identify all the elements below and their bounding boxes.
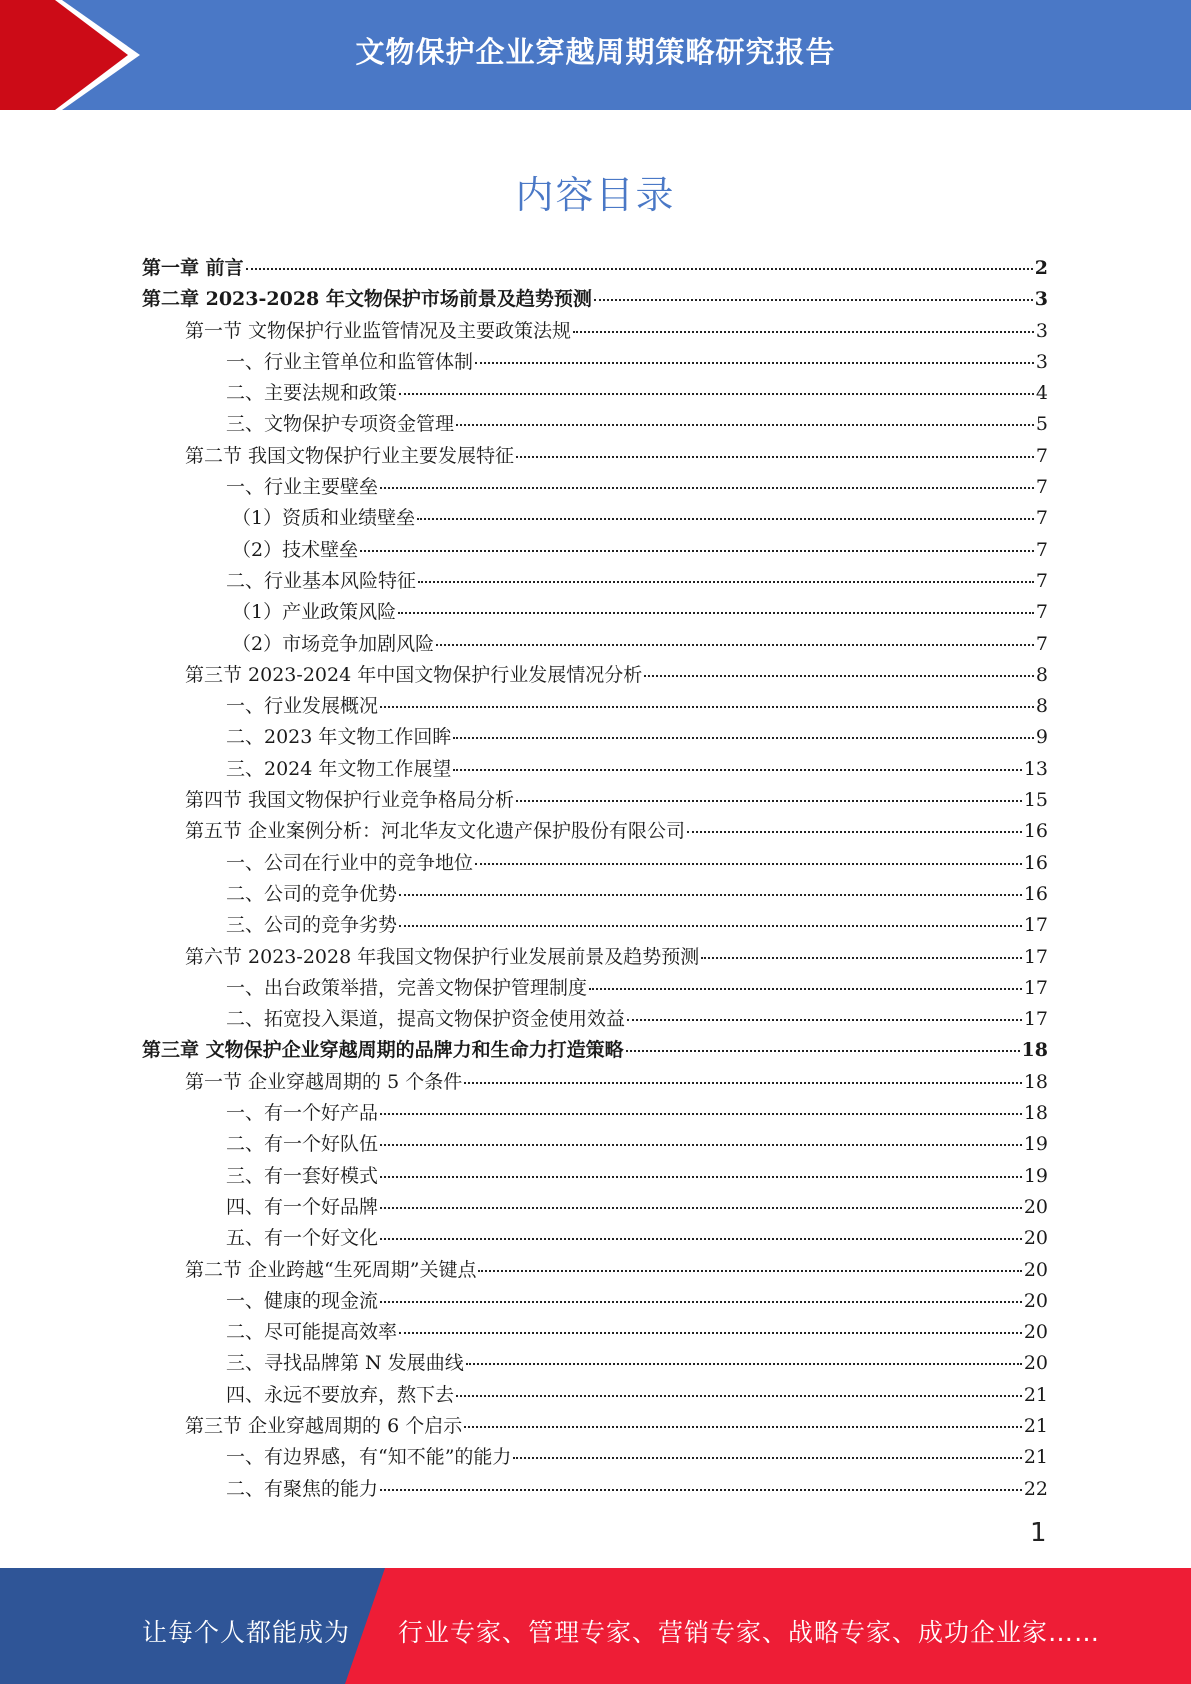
toc-dot-leader (380, 1205, 1022, 1209)
toc-entry-title: 二、拓宽投入渠道，提高文物保护资金使用效益 (226, 1008, 626, 1031)
toc-entry-page: 2 (1034, 257, 1048, 279)
toc-entry-title: 三、寻找品牌第 N 发展曲线 (226, 1352, 464, 1375)
toc-entry-page: 21 (1023, 1383, 1048, 1406)
toc-entry-title: 一、行业主管单位和监管体制 (226, 350, 474, 373)
toc-entry-title: 第二章 2023-2028 年文物保护市场前景及趋势预测 (142, 288, 592, 311)
table-of-contents (142, 253, 1048, 1505)
toc-dot-leader (380, 1111, 1022, 1115)
toc-entry[interactable] (142, 1223, 1048, 1254)
toc-entry[interactable] (142, 1161, 1048, 1192)
toc-dot-leader (701, 955, 1022, 959)
toc-entry-page: 18 (1023, 1102, 1048, 1125)
toc-dot-leader (453, 735, 1034, 739)
toc-dot-leader (380, 485, 1034, 489)
toc-entry-title: 第三节 2023-2024 年中国文物保护行业发展情况分析 (185, 663, 643, 686)
toc-entry[interactable] (142, 1474, 1048, 1505)
toc-entry-page: 16 (1023, 882, 1048, 905)
toc-entry-title: 二、有一个好队伍 (226, 1133, 379, 1156)
report-title: 文物保护企业穿越周期策略研究报告 (355, 34, 836, 69)
toc-title: 内容目录 (515, 173, 676, 217)
toc-dot-leader (380, 1142, 1022, 1146)
toc-dot-leader (687, 829, 1022, 833)
toc-entry-title: 第一节 企业穿越周期的 5 个条件 (185, 1070, 463, 1093)
toc-entry-title: 一、有一个好产品 (226, 1102, 379, 1125)
toc-entry[interactable] (142, 942, 1048, 973)
toc-entry-page: 7 (1035, 569, 1048, 592)
toc-entry-page: 7 (1035, 444, 1048, 467)
toc-entry[interactable] (142, 1129, 1048, 1160)
toc-entry-page: 20 (1023, 1227, 1048, 1250)
toc-dot-leader (626, 1048, 1020, 1052)
toc-entry-page: 16 (1023, 851, 1048, 874)
toc-entry-page: 7 (1035, 476, 1048, 499)
page-number: 1 (1030, 1518, 1047, 1548)
toc-entry[interactable] (142, 441, 1048, 472)
toc-entry-page: 18 (1023, 1070, 1048, 1093)
toc-entry-title: 二、行业基本风险特征 (226, 569, 417, 592)
toc-entry-title: （1）产业政策风险 (232, 601, 397, 624)
toc-entry[interactable] (142, 378, 1048, 409)
toc-dot-leader (475, 360, 1034, 364)
toc-entry-page: 21 (1023, 1414, 1048, 1437)
toc-dot-leader (456, 422, 1034, 426)
toc-entry[interactable] (142, 1411, 1048, 1442)
toc-entry-title: 三、文物保护专项资金管理 (226, 413, 455, 436)
toc-entry-title: 一、健康的现金流 (226, 1289, 379, 1312)
footer-slogan-right: 行业专家、管理专家、营销专家、战略专家、成功企业家…… (398, 1618, 1101, 1647)
toc-entry[interactable] (142, 816, 1048, 847)
toc-entry-page: 5 (1035, 413, 1048, 436)
toc-entry[interactable] (142, 1067, 1048, 1098)
toc-entry-title: 一、行业主要壁垒 (226, 476, 379, 499)
toc-entry-title: 第二节 我国文物保护行业主要发展特征 (185, 444, 515, 467)
toc-entry-title: 第五节 企业案例分析：河北华友文化遗产保护股份有限公司 (185, 820, 686, 843)
toc-dot-leader (380, 1299, 1022, 1303)
toc-dot-leader (475, 861, 1022, 865)
toc-entry-page: 19 (1023, 1164, 1048, 1187)
toc-entry[interactable] (142, 409, 1048, 440)
toc-entry-title: 三、有一套好模式 (226, 1164, 379, 1187)
toc-entry-title: 第一节 文物保护行业监管情况及主要政策法规 (185, 319, 572, 342)
toc-entry[interactable] (142, 284, 1048, 315)
toc-dot-leader (380, 1236, 1022, 1240)
toc-entry-title: 二、2023 年文物工作回眸 (226, 726, 452, 749)
toc-entry-page: 7 (1035, 601, 1048, 624)
toc-entry-page: 9 (1035, 726, 1048, 749)
toc-dot-leader (399, 923, 1022, 927)
toc-entry-title: 二、主要法规和政策 (226, 382, 398, 405)
toc-dot-leader (573, 329, 1034, 333)
toc-entry[interactable] (142, 597, 1048, 628)
toc-dot-leader (453, 767, 1021, 771)
header-banner (0, 0, 1191, 110)
toc-entry[interactable] (142, 660, 1048, 691)
toc-entry[interactable] (142, 848, 1048, 879)
toc-entry-page: 20 (1023, 1258, 1048, 1281)
toc-entry[interactable] (142, 1380, 1048, 1411)
toc-dot-leader (399, 1330, 1022, 1334)
toc-entry[interactable] (142, 1317, 1048, 1348)
toc-entry[interactable] (142, 879, 1048, 910)
toc-entry-page: 19 (1023, 1133, 1048, 1156)
toc-dot-leader (644, 673, 1034, 677)
toc-dot-leader (360, 548, 1034, 552)
toc-entry[interactable] (142, 1348, 1048, 1379)
toc-entry-page: 3 (1035, 350, 1048, 373)
toc-dot-leader (418, 579, 1034, 583)
toc-entry-title: 二、尽可能提高效率 (226, 1321, 398, 1344)
toc-entry[interactable] (142, 754, 1048, 785)
toc-entry-title: 第三章 文物保护企业穿越周期的品牌力和生命力打造策略 (142, 1039, 624, 1062)
toc-dot-leader (627, 1017, 1022, 1021)
toc-entry-page: 20 (1023, 1352, 1048, 1375)
toc-dot-leader (417, 516, 1034, 520)
toc-entry-title: 二、有聚焦的能力 (226, 1477, 379, 1500)
toc-entry[interactable] (142, 973, 1048, 1004)
toc-entry-page: 8 (1035, 663, 1048, 686)
toc-entry-title: 二、公司的竞争优势 (226, 882, 398, 905)
toc-dot-leader (464, 1080, 1022, 1084)
toc-entry-page: 18 (1021, 1039, 1048, 1062)
toc-entry[interactable] (142, 691, 1048, 722)
toc-dot-leader (456, 1393, 1022, 1397)
toc-entry[interactable] (142, 253, 1048, 284)
toc-dot-leader (464, 1424, 1022, 1428)
toc-entry-title: （2）技术壁垒 (232, 538, 359, 561)
toc-dot-leader (589, 986, 1022, 990)
toc-entry[interactable] (142, 1004, 1048, 1035)
toc-dot-leader (436, 642, 1034, 646)
toc-entry-page: 13 (1023, 757, 1048, 780)
toc-entry[interactable] (142, 1286, 1048, 1317)
toc-entry-title: 四、永远不要放弃，熬下去 (226, 1383, 455, 1406)
toc-dot-leader (380, 1487, 1022, 1491)
footer-slogan-left: 让每个人都能成为 (142, 1618, 351, 1647)
toc-dot-leader (594, 297, 1033, 301)
toc-entry-page: 7 (1035, 507, 1048, 530)
toc-entry[interactable] (142, 503, 1048, 534)
toc-entry[interactable] (142, 1035, 1048, 1066)
toc-entry-page: 20 (1023, 1195, 1048, 1218)
toc-entry-page: 7 (1035, 538, 1048, 561)
toc-dot-leader (516, 798, 1022, 802)
toc-entry-title: 第一章 前言 (142, 257, 244, 279)
toc-entry[interactable] (142, 347, 1048, 378)
toc-entry-title: （2）市场竞争加剧风险 (232, 632, 435, 655)
toc-entry-page: 17 (1023, 976, 1048, 999)
toc-entry[interactable] (142, 1098, 1048, 1129)
toc-entry[interactable] (142, 472, 1048, 503)
toc-entry-title: （1）资质和业绩壁垒 (232, 507, 416, 530)
toc-entry-title: 第二节 企业跨越“生死周期”关键点 (185, 1258, 477, 1281)
toc-entry[interactable] (142, 722, 1048, 753)
toc-entry-title: 一、有边界感，有“知不能”的能力 (226, 1446, 512, 1469)
toc-dot-leader (478, 1268, 1021, 1272)
toc-entry-page: 22 (1023, 1477, 1048, 1500)
toc-entry-page: 17 (1023, 1008, 1048, 1031)
toc-entry-title: 一、行业发展概况 (226, 695, 379, 718)
toc-entry-title: 第四节 我国文物保护行业竞争格局分析 (185, 789, 515, 812)
toc-entry-page: 21 (1023, 1446, 1048, 1469)
toc-entry-title: 五、有一个好文化 (226, 1227, 379, 1250)
toc-dot-leader (380, 1174, 1022, 1178)
toc-entry-page: 20 (1023, 1321, 1048, 1344)
toc-entry[interactable] (142, 535, 1048, 566)
toc-entry-title: 一、公司在行业中的竞争地位 (226, 851, 474, 874)
toc-entry[interactable] (142, 566, 1048, 597)
toc-entry-page: 4 (1035, 382, 1048, 405)
toc-dot-leader (380, 704, 1034, 708)
toc-entry-title: 三、2024 年文物工作展望 (226, 757, 452, 780)
toc-entry-title: 三、公司的竞争劣势 (226, 914, 398, 937)
toc-dot-leader (466, 1361, 1022, 1365)
footer-banner (0, 1568, 1191, 1684)
toc-entry[interactable] (142, 316, 1048, 347)
toc-entry[interactable] (142, 910, 1048, 941)
toc-dot-leader (246, 266, 1033, 270)
toc-entry-page: 15 (1023, 789, 1048, 812)
toc-entry-title: 第三节 企业穿越周期的 6 个启示 (185, 1414, 463, 1437)
toc-dot-leader (516, 454, 1034, 458)
toc-entry-page: 16 (1023, 820, 1048, 843)
toc-entry-page: 7 (1035, 632, 1048, 655)
toc-entry-page: 8 (1035, 695, 1048, 718)
toc-dot-leader (399, 892, 1022, 896)
toc-entry-title: 四、有一个好品牌 (226, 1195, 379, 1218)
toc-entry[interactable] (142, 1255, 1048, 1286)
toc-entry[interactable] (142, 629, 1048, 660)
toc-entry-page: 20 (1023, 1289, 1048, 1312)
toc-dot-leader (398, 610, 1034, 614)
toc-entry[interactable] (142, 785, 1048, 816)
toc-dot-leader (399, 391, 1034, 395)
toc-entry[interactable] (142, 1192, 1048, 1223)
toc-entry-title: 一、出台政策举措，完善文物保护管理制度 (226, 976, 588, 999)
toc-entry-page: 3 (1035, 319, 1048, 342)
toc-dot-leader (513, 1455, 1021, 1459)
toc-entry-title: 第六节 2023-2028 年我国文物保护行业发展前景及趋势预测 (185, 945, 700, 968)
toc-entry-page: 17 (1023, 945, 1048, 968)
toc-entry-page: 3 (1034, 288, 1048, 311)
toc-entry[interactable] (142, 1442, 1048, 1473)
toc-entry-page: 17 (1023, 914, 1048, 937)
